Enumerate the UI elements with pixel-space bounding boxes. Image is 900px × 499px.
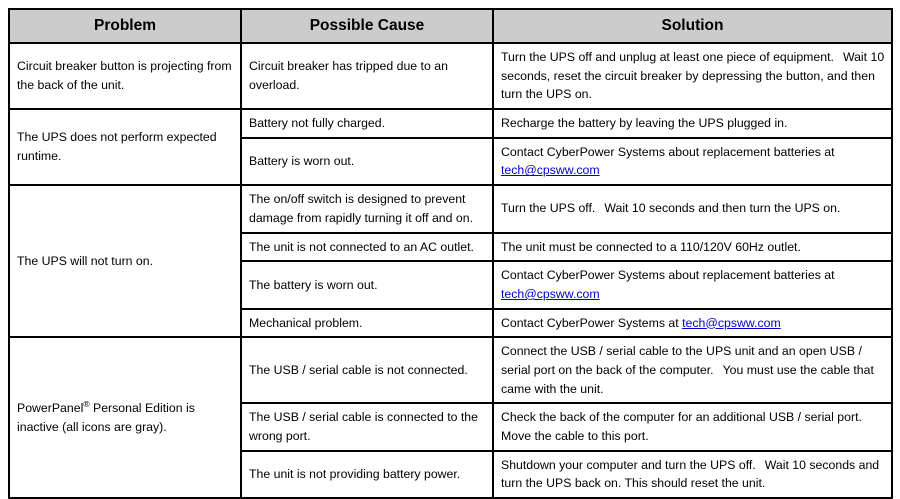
problem-cell: [9, 337, 241, 498]
table-header-row: [9, 9, 892, 43]
solution-text-part-1: Turn the UPS off and unplug at least one piece of equipment.: [501, 50, 834, 64]
table-row: [9, 337, 892, 403]
troubleshooting-table: [8, 8, 893, 499]
problem-cell: The UPS will not turn on.: [9, 185, 241, 337]
solution-cell: [493, 403, 892, 450]
email-link[interactable]: tech@cpsww.com: [501, 286, 600, 301]
solution-text-part-1: Turn the UPS off.: [501, 201, 596, 216]
solution-cell: [493, 43, 892, 109]
column-header-problem: Problem: [9, 9, 241, 43]
column-header-possible-cause: Possible Cause: [241, 9, 493, 43]
solution-text: Contact CyberPower Systems at: [501, 315, 683, 330]
solution-cell: [493, 451, 892, 498]
solution-text-part-2: Wait 10 seconds and then turn the UPS on.: [604, 201, 841, 216]
cause-cell: The unit is not connected to an AC outlet.: [241, 233, 493, 262]
solution-text-part-2: You must use the cable that came with the unit.: [501, 362, 874, 396]
email-link[interactable]: tech@cpsww.com: [682, 315, 781, 330]
cause-cell: The on/off switch is designed to prevent damage from rapidly turning it off and on.: [241, 185, 493, 232]
problem-text-part-2: Personal Edition is inactive (all icons are gray).: [17, 400, 195, 434]
problem-cell: The UPS does not perform expected runtime.: [9, 109, 241, 185]
solution-cell: The unit must be connected to a 110/120V 60Hz outlet.: [493, 233, 892, 262]
table-row: [9, 185, 892, 232]
problem-cell: Circuit breaker button is projecting from the back of the unit.: [9, 43, 241, 109]
problem-text-part-1: PowerPanel: [17, 400, 84, 415]
cause-cell: Battery is worn out.: [241, 138, 493, 185]
solution-text-part-2: Wait 10 seconds, reset the circuit breaker by depressing the button, and then turn the UPS on.: [501, 50, 885, 102]
solution-cell: [493, 138, 892, 185]
solution-text: Contact CyberPower Systems about replacement batteries at: [501, 268, 835, 283]
column-header-solution: Solution: [493, 9, 892, 43]
cause-cell: The unit is not providing battery power.: [241, 451, 493, 498]
table-row: [9, 43, 892, 109]
solution-cell: [493, 185, 892, 232]
cause-cell: The USB / serial cable is connected to the wrong port.: [241, 403, 493, 450]
cause-cell: The battery is worn out.: [241, 261, 493, 308]
table-row: [9, 109, 892, 138]
cause-cell: Circuit breaker has tripped due to an overload.: [241, 43, 493, 109]
registered-trademark-symbol: ®: [83, 398, 90, 409]
solution-cell: [493, 261, 892, 308]
solution-text: Contact CyberPower Systems about replacement batteries at: [501, 144, 835, 159]
solution-text-part-2: Wait 10 seconds and turn the UPS back on. This should reset the unit.: [501, 457, 880, 491]
cause-cell: Mechanical problem.: [241, 309, 493, 338]
cause-cell: Battery not fully charged.: [241, 109, 493, 138]
solution-text-part-2: Move the cable to this port.: [501, 429, 649, 443]
email-link[interactable]: tech@cpsww.com: [501, 163, 600, 178]
solution-cell: [493, 309, 892, 338]
solution-text-part-1: Connect the USB / serial cable to the UPS unit and an open USB / serial port on the back of the computer.: [501, 344, 862, 377]
solution-cell: Recharge the battery by leaving the UPS plugged in.: [493, 109, 892, 138]
solution-text-part-1: Shutdown your computer and turn the UPS off.: [501, 457, 756, 472]
solution-text-part-1: Check the back of the computer for an additional USB / serial port.: [501, 410, 862, 425]
solution-cell: [493, 337, 892, 403]
cause-cell: The USB / serial cable is not connected.: [241, 337, 493, 403]
